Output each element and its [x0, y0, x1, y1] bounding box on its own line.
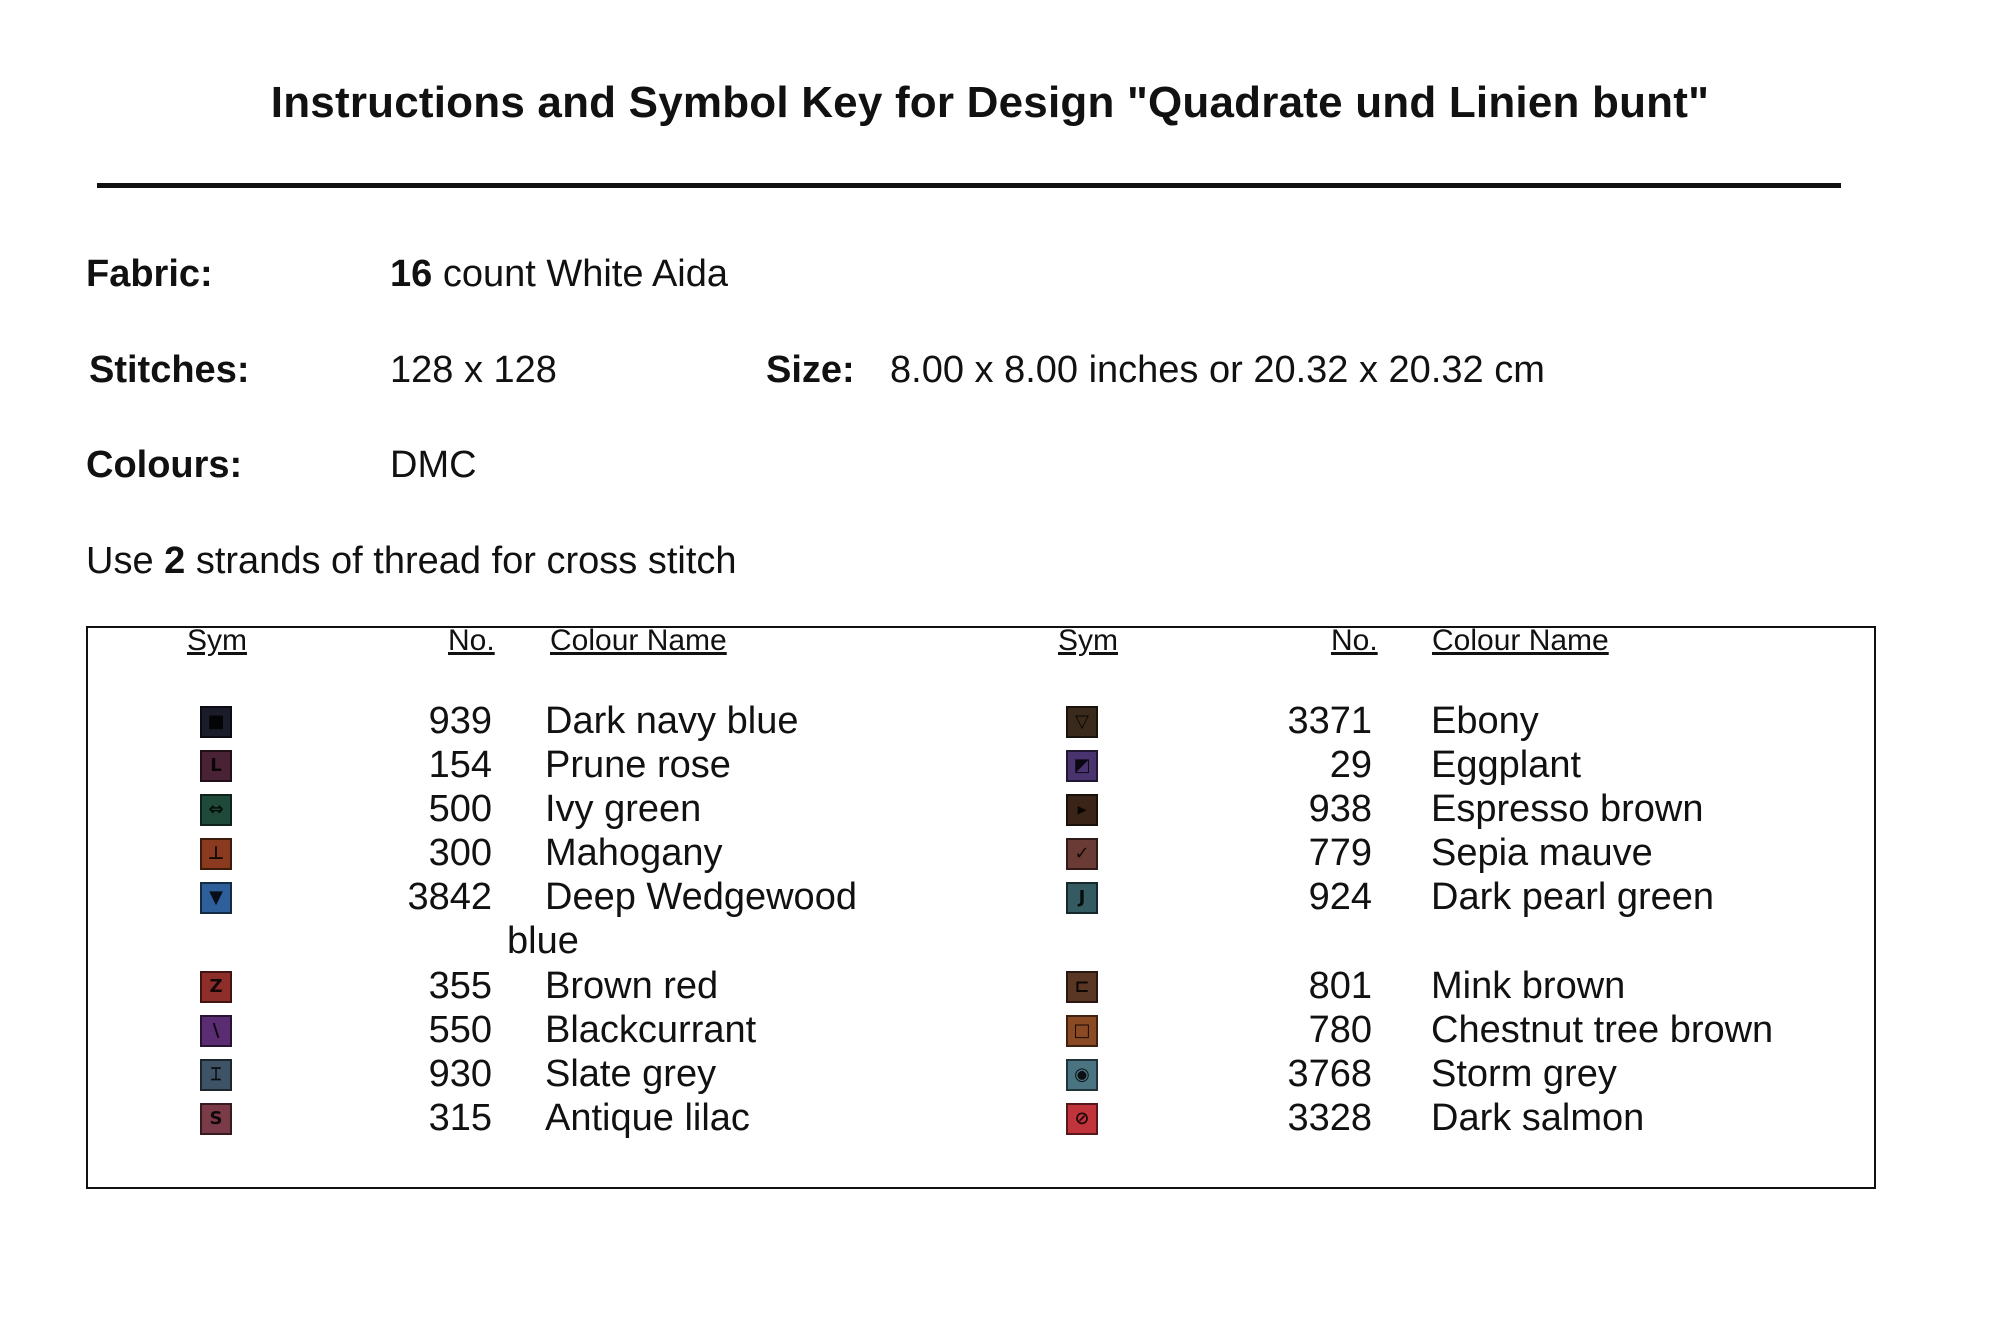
- right-colour-name: Mink brown: [1431, 965, 1626, 1007]
- right-colour-name: Dark pearl green: [1431, 876, 1715, 918]
- left-symbol-swatch: ⌶: [200, 1059, 232, 1091]
- right-colour-number: 779: [1308, 832, 1372, 874]
- right-colour-name-header: Colour Name: [1432, 624, 1609, 657]
- page-title: Instructions and Symbol Key for Design "Quadrate und Linien bunt": [270, 78, 1710, 127]
- right-colour-number: 3328: [1287, 1097, 1372, 1139]
- right-symbol-swatch: ◉: [1066, 1059, 1098, 1091]
- left-symbol-swatch: ▼: [200, 882, 232, 914]
- right-colour-number: 924: [1308, 876, 1372, 918]
- right-no-header: No.: [1331, 624, 1378, 657]
- left-colour-number: 3842: [407, 876, 492, 918]
- size-label: Size:: [766, 349, 855, 391]
- size-value: 8.00 x 8.00 inches or 20.32 x 20.32 cm: [890, 349, 1545, 391]
- strands-suffix: strands of thread for cross stitch: [185, 540, 737, 582]
- fabric-text: count White Aida: [432, 253, 729, 295]
- strands-count: 2: [164, 540, 186, 582]
- fabric-label: Fabric:: [86, 253, 213, 295]
- right-colour-name: Chestnut tree brown: [1431, 1009, 1774, 1051]
- right-symbol-swatch: ⊘: [1066, 1103, 1098, 1135]
- left-symbol-swatch: ⇔: [200, 794, 232, 826]
- strands-prefix: Use: [86, 540, 165, 582]
- right-colour-name: Eggplant: [1431, 744, 1582, 786]
- left-colour-name-continued: blue: [507, 920, 579, 962]
- stitches-value: 128 x 128: [390, 349, 557, 391]
- left-colour-number: 355: [428, 965, 492, 1007]
- left-colour-number: 500: [428, 788, 492, 830]
- colours-label: Colours:: [86, 444, 243, 486]
- right-colour-number: 3371: [1287, 700, 1372, 742]
- right-colour-name: Dark salmon: [1431, 1097, 1645, 1139]
- left-symbol-swatch: L: [200, 750, 232, 782]
- left-sym-header: Sym: [187, 624, 247, 657]
- left-symbol-swatch: Z: [200, 971, 232, 1003]
- stitches-label: Stitches:: [89, 349, 250, 391]
- right-symbol-swatch: ⊏: [1066, 971, 1098, 1003]
- left-no-header: No.: [448, 624, 495, 657]
- fabric-count: 16: [390, 253, 433, 295]
- title-divider: [97, 183, 1841, 188]
- left-symbol-swatch: S: [200, 1103, 232, 1135]
- colours-value: DMC: [390, 444, 477, 486]
- left-colour-name: Deep Wedgewood: [545, 876, 857, 918]
- right-symbol-swatch: ◩: [1066, 750, 1098, 782]
- right-symbol-swatch: ▸: [1066, 794, 1098, 826]
- left-symbol-swatch: ⊥: [200, 838, 232, 870]
- right-symbol-swatch: J: [1066, 882, 1098, 914]
- left-colour-name: Blackcurrant: [545, 1009, 757, 1051]
- right-colour-number: 3768: [1287, 1053, 1372, 1095]
- left-colour-number: 930: [428, 1053, 492, 1095]
- right-colour-name: Espresso brown: [1431, 788, 1704, 830]
- left-colour-number: 154: [428, 744, 492, 786]
- left-symbol-swatch: ■: [200, 706, 232, 738]
- left-colour-number: 550: [428, 1009, 492, 1051]
- right-symbol-swatch: ✓: [1066, 838, 1098, 870]
- fabric-value: [390, 253, 728, 296]
- left-colour-number: 315: [428, 1097, 492, 1139]
- right-symbol-swatch: □: [1066, 1015, 1098, 1047]
- left-colour-number: 300: [428, 832, 492, 874]
- left-colour-name: Prune rose: [545, 744, 731, 786]
- left-colour-name: Mahogany: [545, 832, 723, 874]
- right-colour-number: 780: [1308, 1009, 1372, 1051]
- right-colour-name: Ebony: [1431, 700, 1539, 742]
- left-symbol-swatch: \: [200, 1015, 232, 1047]
- right-sym-header: Sym: [1058, 624, 1118, 657]
- left-colour-name: Antique lilac: [545, 1097, 750, 1139]
- left-colour-name: Slate grey: [545, 1053, 717, 1095]
- left-colour-name-header: Colour Name: [550, 624, 727, 657]
- right-symbol-swatch: ▽: [1066, 706, 1098, 738]
- right-colour-name: Sepia mauve: [1431, 832, 1653, 874]
- right-colour-number: 29: [1329, 744, 1372, 786]
- strands-instruction: [86, 540, 737, 583]
- right-colour-number: 938: [1308, 788, 1372, 830]
- right-colour-number: 801: [1308, 965, 1372, 1007]
- right-colour-name: Storm grey: [1431, 1053, 1617, 1095]
- left-colour-name: Brown red: [545, 965, 719, 1007]
- left-colour-name: Dark navy blue: [545, 700, 799, 742]
- left-colour-number: 939: [428, 700, 492, 742]
- left-colour-name: Ivy green: [545, 788, 702, 830]
